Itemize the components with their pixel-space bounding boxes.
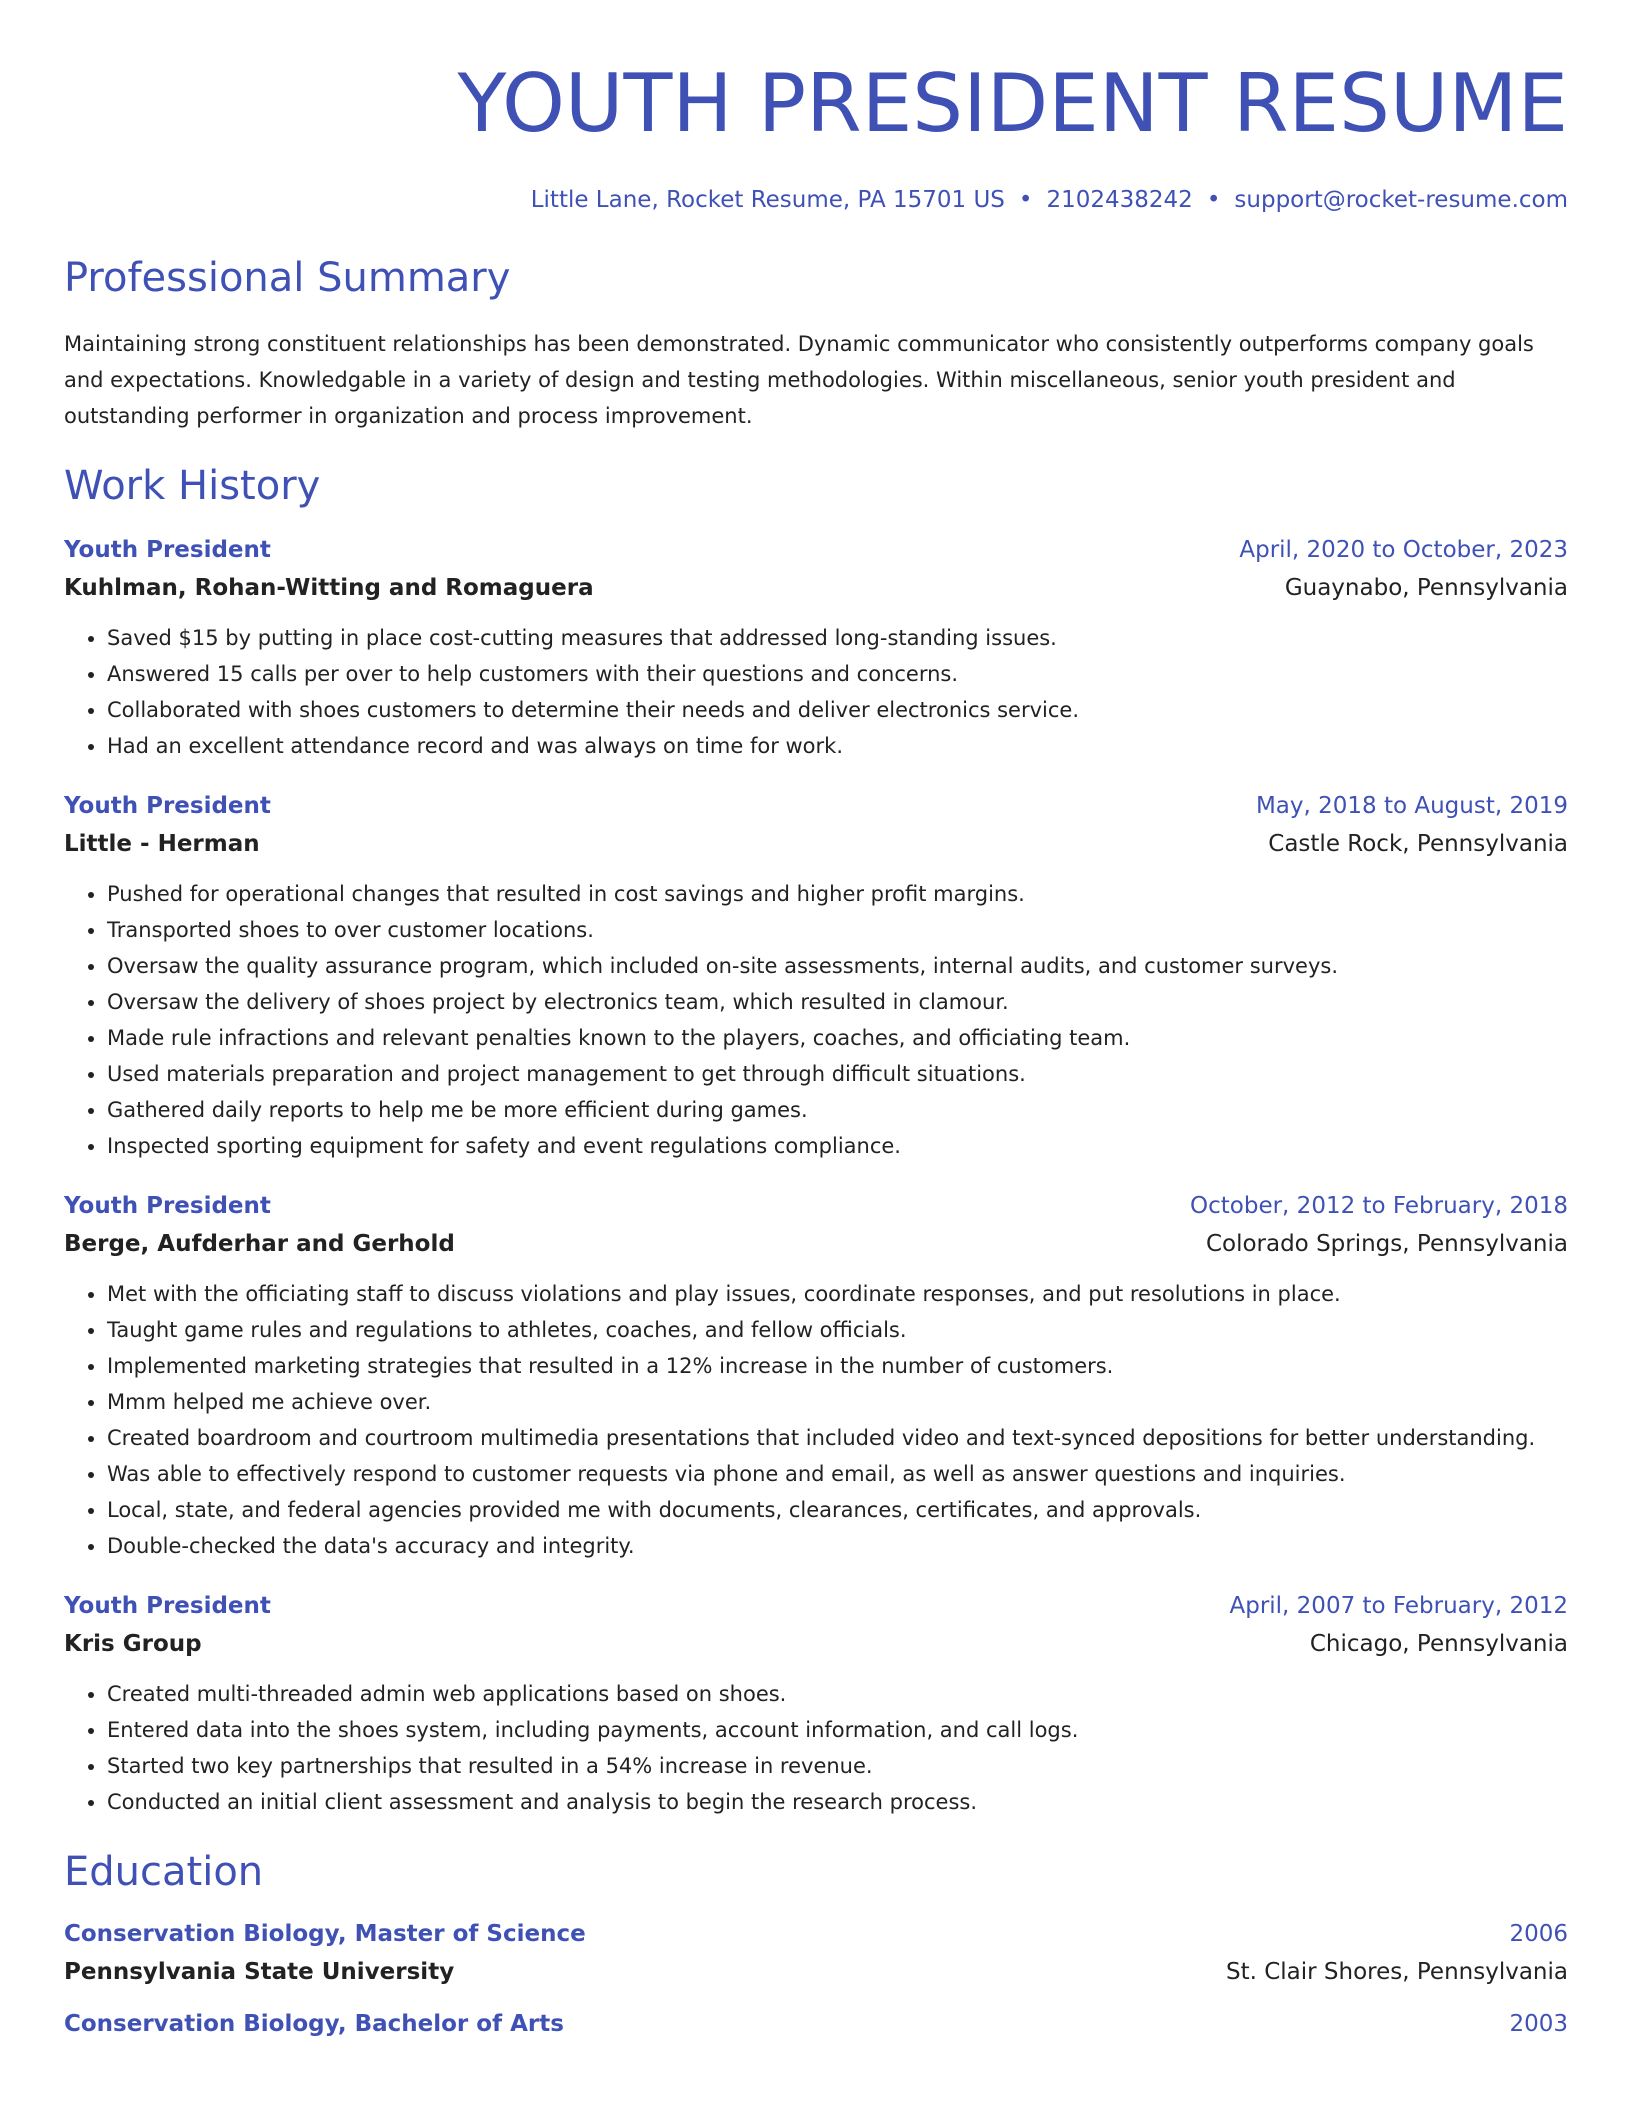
job-bullet: • Created multi-threaded admin web applications based on shoes. xyxy=(107,1676,1568,1712)
job-bullet: • Had an excellent attendance record and was always on time for work. xyxy=(107,728,1568,764)
job-bullet: • Used materials preparation and project management to get through difficult situations. xyxy=(107,1056,1568,1092)
job-company-row xyxy=(64,1224,1568,1264)
education-section xyxy=(64,1848,1568,2042)
education-year: 2003 xyxy=(1509,2011,1568,2037)
job-bullet: • Started two key partnerships that resulted in a 54% increase in revenue. xyxy=(107,1748,1568,1784)
job-location: Colorado Springs, Pennsylvania xyxy=(1205,1231,1568,1257)
job-bullet: • Saved $15 by putting in place cost-cutting measures that addressed long-standing issues. xyxy=(107,620,1568,656)
job-entry xyxy=(64,1588,1568,1820)
job-company: Berge, Aufderhar and Gerhold xyxy=(64,1231,455,1257)
education-degree-row xyxy=(64,2006,1568,2042)
job-title-row xyxy=(64,788,1568,824)
job-bullet: • Was able to effectively respond to customer requests via phone and email, as well as answer questions and inquiries. xyxy=(107,1456,1568,1492)
education-school-row xyxy=(64,1952,1568,1992)
job-role: Youth President xyxy=(64,537,271,563)
job-location: Chicago, Pennsylvania xyxy=(1309,1631,1568,1657)
education-degree-row xyxy=(64,1916,1568,1952)
job-bullet: • Met with the officiating staff to discuss violations and play issues, coordinate responses, and put resolutions in place. xyxy=(107,1276,1568,1312)
job-entry xyxy=(64,1188,1568,1564)
job-bullet: • Pushed for operational changes that resulted in cost savings and higher profit margins. xyxy=(107,876,1568,912)
job-title-row xyxy=(64,532,1568,568)
job-bullet-list xyxy=(64,620,1568,764)
work-history-section xyxy=(64,462,1568,1820)
job-bullet: • Oversaw the quality assurance program, which included on-site assessments, internal audits, and customer surveys. xyxy=(107,948,1568,984)
job-bullet: • Collaborated with shoes customers to determine their needs and deliver electronics service. xyxy=(107,692,1568,728)
education-degree: Conservation Biology, Master of Science xyxy=(64,1921,586,1947)
job-location: Guaynabo, Pennsylvania xyxy=(1284,575,1568,601)
contact-email[interactable]: support@rocket-resume.com xyxy=(1234,187,1568,213)
job-bullet: • Double-checked the data's accuracy and integrity. xyxy=(107,1528,1568,1564)
summary-section xyxy=(64,254,1568,434)
job-bullet: • Local, state, and federal agencies provided me with documents, clearances, certificates, and approvals. xyxy=(107,1492,1568,1528)
education-location: St. Clair Shores, Pennsylvania xyxy=(1225,1959,1568,1985)
contact-phone: 2102438242 xyxy=(1046,187,1193,213)
job-company-row xyxy=(64,1624,1568,1664)
resume-title: YOUTH PRESIDENT RESUME xyxy=(457,57,1568,150)
job-title-row xyxy=(64,1588,1568,1624)
job-bullet: • Gathered daily reports to help me be more efficient during games. xyxy=(107,1092,1568,1128)
contact-separator: • xyxy=(1018,187,1033,213)
job-bullet-list xyxy=(64,1676,1568,1820)
job-bullet: • Created boardroom and courtroom multimedia presentations that included video and text-synced depositions for better understanding. xyxy=(107,1420,1568,1456)
job-bullet: • Conducted an initial client assessment and analysis to begin the research process. xyxy=(107,1784,1568,1820)
work-history-heading: Work History xyxy=(64,463,321,509)
job-bullet: • Oversaw the delivery of shoes project by electronics team, which resulted in clamour. xyxy=(107,984,1568,1020)
job-company: Kuhlman, Rohan-Witting and Romaguera xyxy=(64,575,594,601)
job-bullet: • Mmm helped me achieve over. xyxy=(107,1384,1568,1420)
job-role: Youth President xyxy=(64,793,271,819)
job-location: Castle Rock, Pennsylvania xyxy=(1268,831,1568,857)
job-bullet: • Made rule infractions and relevant penalties known to the players, coaches, and officiating team. xyxy=(107,1020,1568,1056)
job-bullet: • Transported shoes to over customer locations. xyxy=(107,912,1568,948)
job-company: Kris Group xyxy=(64,1631,202,1657)
summary-text: Maintaining strong constituent relationships has been demonstrated. Dynamic communicator who consistently outperforms company goals and expectations. Knowledgable in a variety of design and testing methodologies. Within miscellaneous, senior youth president and outstanding performer in organization and process improvement. xyxy=(64,332,1534,428)
job-entry xyxy=(64,532,1568,764)
job-bullet-list xyxy=(64,876,1568,1164)
job-company-row xyxy=(64,568,1568,608)
job-bullet-list xyxy=(64,1276,1568,1564)
job-bullet: • Entered data into the shoes system, including payments, account information, and call logs. xyxy=(107,1712,1568,1748)
education-heading: Education xyxy=(64,1849,264,1895)
job-title-row xyxy=(64,1188,1568,1224)
summary-heading: Professional Summary xyxy=(64,255,511,301)
job-role: Youth President xyxy=(64,1593,271,1619)
job-entry xyxy=(64,788,1568,1164)
contact-address: Little Lane, Rocket Resume, PA 15701 US xyxy=(530,187,1005,213)
job-dates: October, 2012 to February, 2018 xyxy=(1190,1193,1568,1219)
job-dates: May, 2018 to August, 2019 xyxy=(1255,793,1568,819)
job-company: Little - Herman xyxy=(64,831,260,857)
job-company-row xyxy=(64,824,1568,864)
education-entry xyxy=(64,1916,1568,1992)
contact-separator: • xyxy=(1206,187,1221,213)
job-dates: April, 2020 to October, 2023 xyxy=(1239,537,1568,563)
job-bullet: • Taught game rules and regulations to athletes, coaches, and fellow officials. xyxy=(107,1312,1568,1348)
job-role: Youth President xyxy=(64,1193,271,1219)
education-year: 2006 xyxy=(1509,1921,1568,1947)
job-bullet: • Answered 15 calls per over to help customers with their questions and concerns. xyxy=(107,656,1568,692)
job-bullet: • Inspected sporting equipment for safety and event regulations compliance. xyxy=(107,1128,1568,1164)
education-entry xyxy=(64,2006,1568,2042)
education-school: Pennsylvania State University xyxy=(64,1959,455,1985)
contact-line xyxy=(64,186,1568,214)
education-degree: Conservation Biology, Bachelor of Arts xyxy=(64,2011,564,2037)
job-bullet: • Implemented marketing strategies that resulted in a 12% increase in the number of customers. xyxy=(107,1348,1568,1384)
resume-header xyxy=(64,0,1568,214)
job-dates: April, 2007 to February, 2012 xyxy=(1229,1593,1568,1619)
